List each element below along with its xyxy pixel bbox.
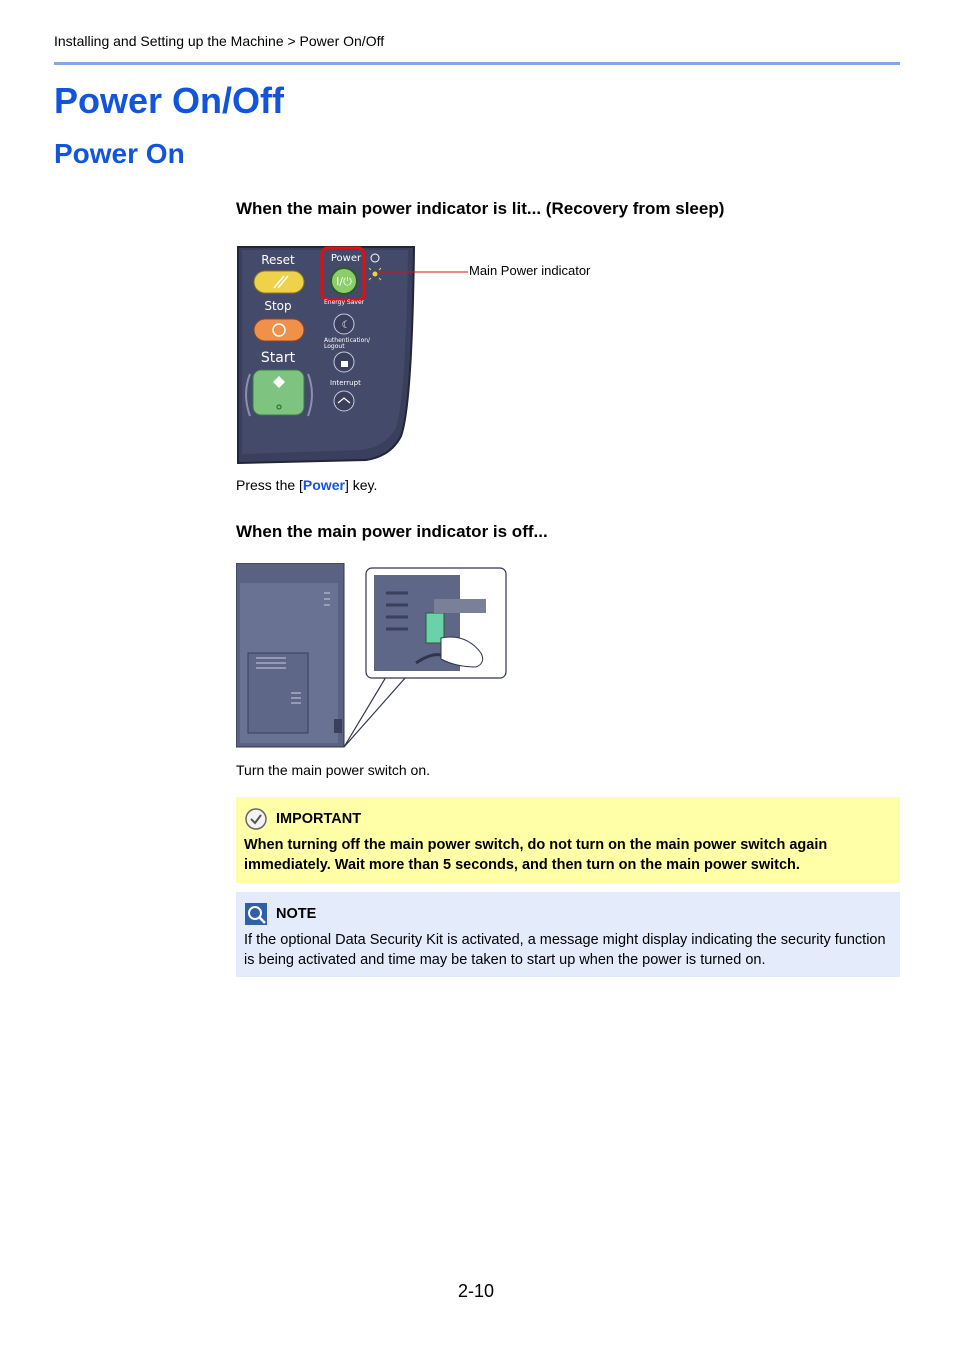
main-power-switch-illustration <box>236 563 508 748</box>
operation-panel-illustration <box>236 246 476 464</box>
step1-instruction: Press the [Power] key. <box>236 477 378 493</box>
section-title: Power On <box>54 138 185 169</box>
step2-heading: When the main power indicator is off... <box>236 522 548 541</box>
stop-key[interactable] <box>254 319 304 341</box>
important-label: IMPORTANT <box>276 811 362 827</box>
step2-instruction: Turn the main power switch on. <box>236 762 431 778</box>
important-box <box>236 797 900 883</box>
svg-text:I/⏻: I/⏻ <box>336 275 352 288</box>
stop-key-label: Stop <box>264 299 292 313</box>
page-title: Power On/Off <box>54 80 285 121</box>
interrupt-key[interactable] <box>334 391 354 411</box>
start-key-label: Start <box>260 350 296 366</box>
moon-icon: ☾ <box>341 320 351 331</box>
reset-key-label: Reset <box>261 253 295 267</box>
note-icon <box>244 902 268 926</box>
checkmark-icon <box>244 807 268 831</box>
power-key-reference: Power <box>302 477 345 493</box>
authentication-label-line2: Logout <box>324 343 345 350</box>
note-text: If the optional Data Security Kit is activated, a message might display indicating the security function is being activated and time may be taken to start up when the power is turned on. <box>244 932 886 968</box>
header-rule <box>54 62 900 65</box>
lock-icon <box>341 361 348 367</box>
authentication-label-line1: Authentication/ <box>324 337 371 344</box>
main-power-indicator-led <box>373 272 378 277</box>
note-box <box>236 892 900 977</box>
power-key-label: Power <box>330 253 362 264</box>
page-number: 2-10 <box>458 1281 495 1301</box>
note-label: NOTE <box>276 906 317 922</box>
important-text: When turning off the main power switch, do not turn on the main power switch again immediately. Wait more than 5 seconds, and then turn on the main power switch. <box>244 837 828 873</box>
main-power-indicator-callout: Main Power indicator <box>469 263 591 278</box>
breadcrumb: Installing and Setting up the Machine > Power On/Off <box>54 33 385 49</box>
interrupt-label: Interrupt <box>330 379 361 387</box>
step1-heading: When the main power indicator is lit... (Recovery from sleep) <box>236 199 725 218</box>
energy-saver-label: Energy Saver <box>324 299 365 306</box>
